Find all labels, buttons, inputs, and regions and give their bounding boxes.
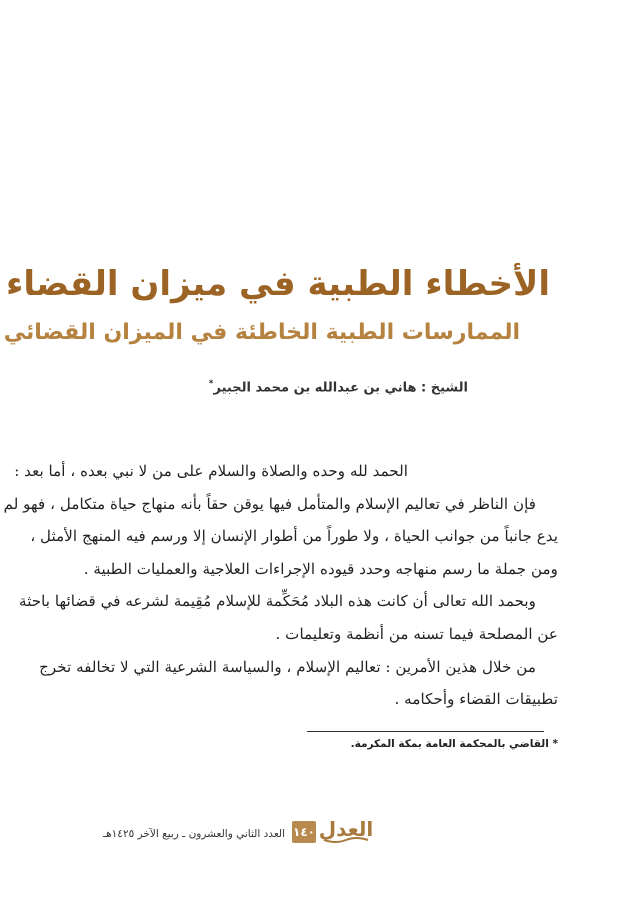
issue-info: العدد الثاني والعشرون ـ ربيع الآخر ١٤٢٥هـ xyxy=(103,828,285,840)
page-number: ١٤٠ xyxy=(292,821,316,843)
author-footnote-mark: * xyxy=(208,379,214,389)
author-line xyxy=(150,374,468,398)
body-line: الحمد لله وحده والصلاة والسلام على من لا نبي بعده ، أما بعد : xyxy=(14,462,408,480)
body-line: عن المصلحة فيما تسنه من أنظمة وتعليمات . xyxy=(275,624,558,643)
footnote-divider xyxy=(307,731,544,732)
body-line: وبحمد الله تعالى أن كانت هذه البلاد مُحَكِّمة للإسلام مُقِيمة لشرعه في قضائها باحثة xyxy=(19,592,536,611)
body-line: فإن الناظر في تعاليم الإسلام والمتأمل فيها يوقن حقاً بأنه منهاج حياة متكامل ، فهو لم xyxy=(3,494,536,513)
article-subtitle: الممارسات الطبية الخاطئة في الميزان القضائي xyxy=(3,320,520,345)
article-title: الأخطاء الطبية في ميزان القضاء xyxy=(6,264,550,304)
body-line: من خلال هذين الأمرين : تعاليم الإسلام ، والسياسة الشرعية التي لا تخالفه تخرج xyxy=(39,657,536,676)
journal-logo-icon xyxy=(318,814,374,848)
footnote: * القاضي بالمحكمة العامة بمكة المكرمة. xyxy=(350,738,558,750)
body-line: تطبيقات القضاء وأحكامه . xyxy=(394,690,558,709)
journal-logo-text: العدل xyxy=(318,817,374,841)
page-footer xyxy=(95,817,374,848)
author-name: الشيخ : هاني بن عبدالله بن محمد الجبير xyxy=(213,380,468,396)
article-body xyxy=(3,455,558,716)
body-line: يدع جانباً من جوانب الحياة ، ولا طوراً من أطوار الإنسان إلا ورسم فيه المنهج الأمثل ، xyxy=(30,527,558,546)
body-line: ومن جملة ما رسم منهاجه وحدد قيوده الإجراءات العلاجية والعمليات الطبية . xyxy=(83,559,558,578)
